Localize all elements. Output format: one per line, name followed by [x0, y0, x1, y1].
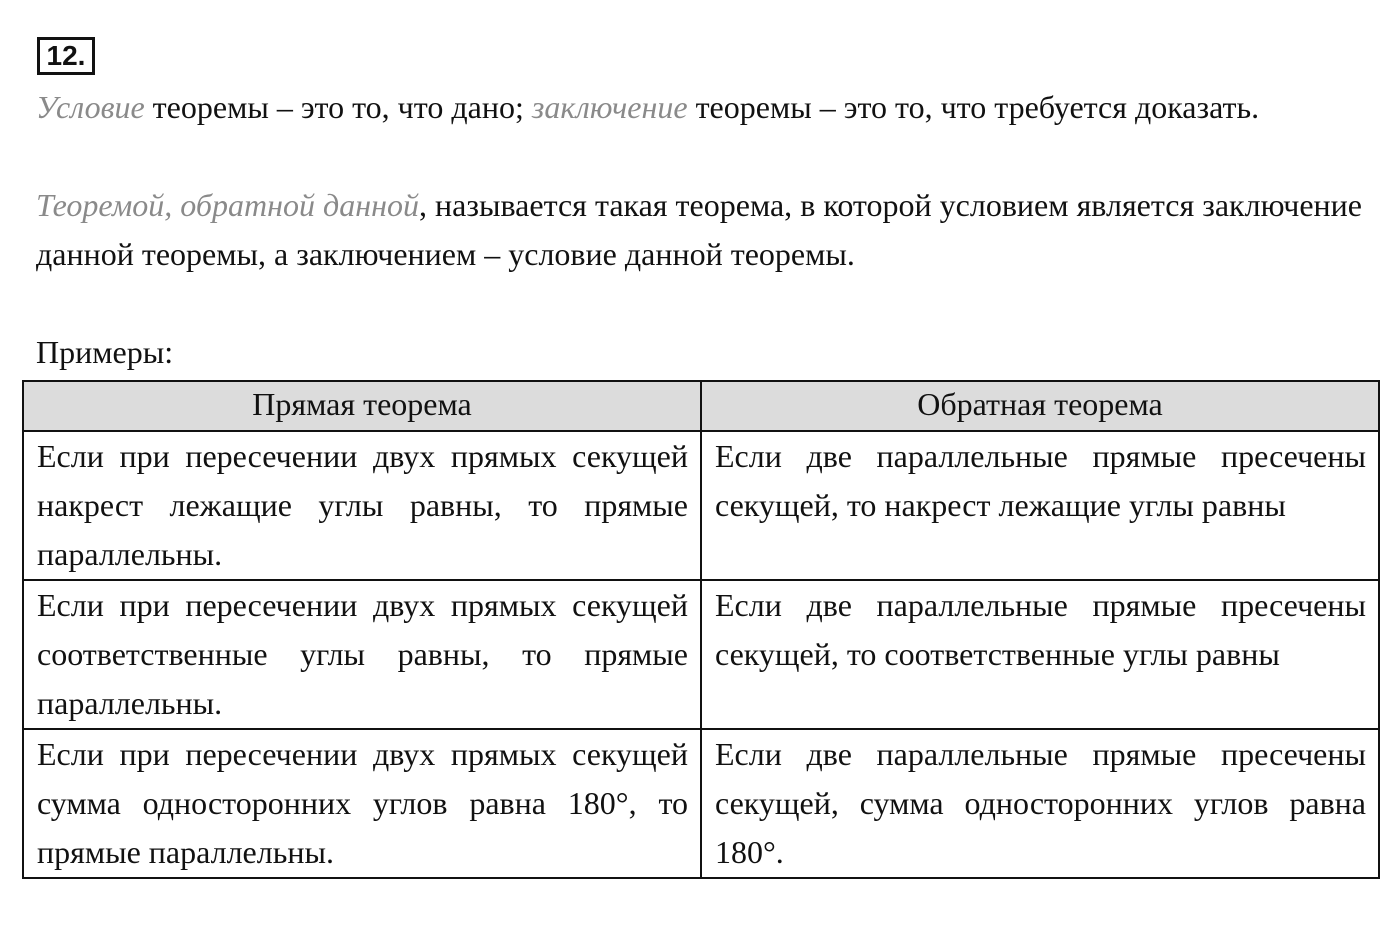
definition-paragraph-condition	[36, 83, 1362, 132]
table-row	[23, 431, 1379, 580]
direct-theorem-cell: Если при пересечении двух прямых секущей накрест лежащие углы равны, то прямые параллельны.	[23, 431, 701, 580]
converse-theorem-cell: Если две параллельные прямые пресечены секущей, сумма односторонних углов равна 180°.	[701, 729, 1379, 878]
converse-theorem-cell: Если две параллельные прямые пресечены секущей, то накрест лежащие углы равны	[701, 431, 1379, 580]
direct-theorem-cell: Если при пересечении двух прямых секущей сумма односторонних углов равна 180°, то прямые параллельны.	[23, 729, 701, 878]
direct-theorem-cell: Если при пересечении двух прямых секущей соответственные углы равны, то прямые параллельны.	[23, 580, 701, 729]
definition-text-1: теоремы – это то, что дано;	[144, 89, 532, 125]
table-row	[23, 580, 1379, 729]
theorems-table	[22, 380, 1380, 879]
term-converse-theorem: Теоремой, обратной данной	[36, 187, 419, 223]
definition-paragraph-converse	[36, 181, 1362, 279]
examples-label: Примеры:	[36, 334, 174, 370]
definition-text-2: теоремы – это то, что требуется доказать.	[687, 89, 1260, 125]
table-header-row	[23, 381, 1379, 431]
header-converse-theorem: Обратная теорема	[701, 381, 1379, 431]
definition-text-converse: , называется такая теорема, в которой условием является заключение данной теоремы, а заключением – условие данной теоремы.	[36, 187, 1363, 272]
term-condition: Условие	[36, 89, 145, 125]
task-number-badge: 12.	[37, 37, 95, 75]
header-direct-theorem: Прямая теорема	[23, 381, 701, 431]
converse-theorem-cell: Если две параллельные прямые пресечены секущей, то соответственные углы равны	[701, 580, 1379, 729]
term-conclusion: заключение	[531, 89, 688, 125]
table-row	[23, 729, 1379, 878]
